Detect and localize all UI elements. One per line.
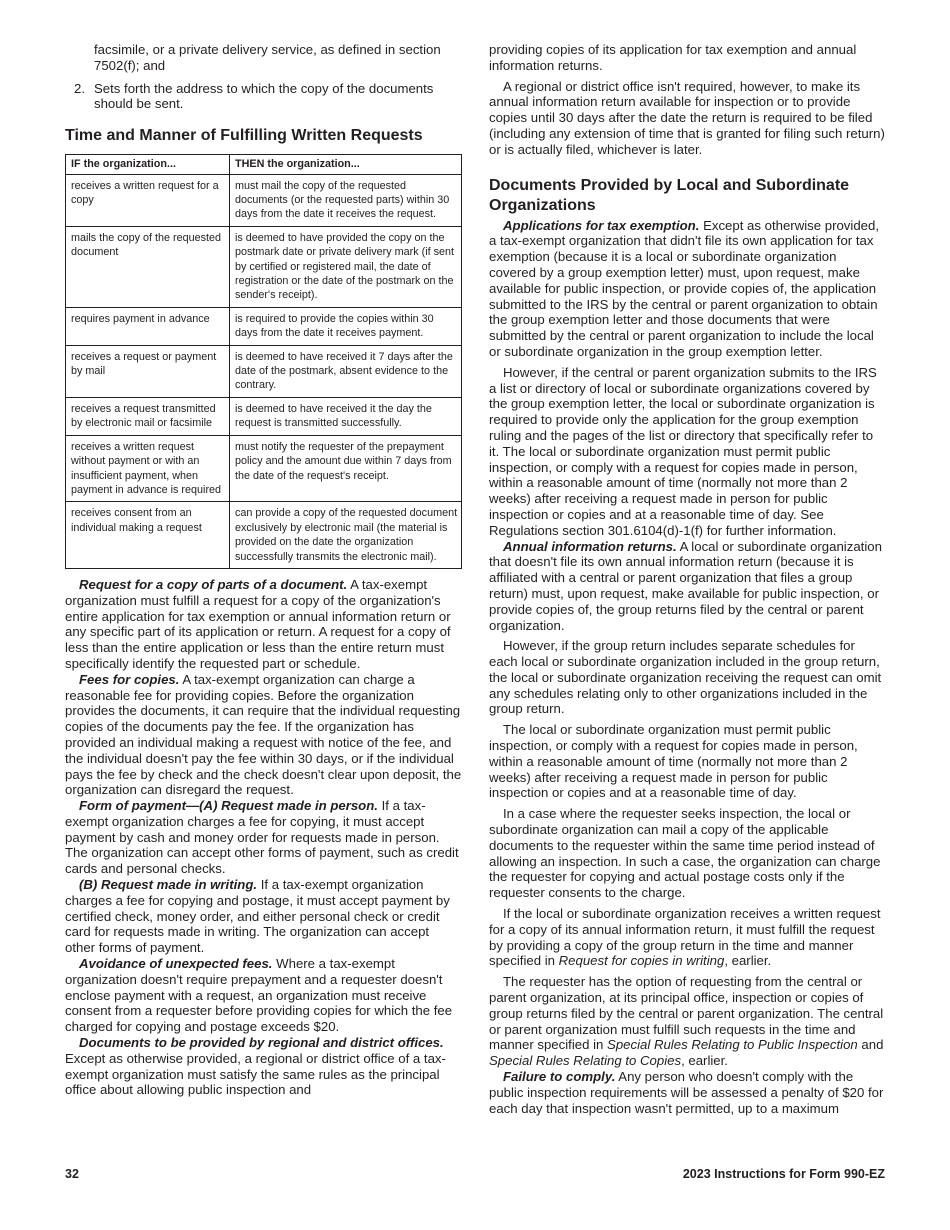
right-column bbox=[489, 42, 885, 1116]
table-row bbox=[66, 174, 462, 226]
list-number: 2. bbox=[74, 80, 85, 96]
table-cell-then: is deemed to have provided the copy on the postmark date or private delivery mark (if sent by certified or registered mail, the date of registration or the date of the postmark on the sender's receipt). bbox=[230, 226, 462, 307]
page-number: 32 bbox=[65, 1167, 79, 1181]
run-in-heading: Applications for tax exemption. bbox=[503, 217, 700, 233]
paragraph-mail-copy-instead: In a case where the requester seeks inspection, the local or subordinate organization can mail a copy of the applicable documents to the requester within the same time period instead of allowing an inspection. In such a case, the organization can charge the requester for copying and actual postage costs only if the requester consents to the charge. bbox=[489, 806, 881, 901]
run-in-heading: Request for a copy of parts of a document. bbox=[79, 576, 348, 592]
list-item-text: Sets forth the address to which the copy of the documents should be sent. bbox=[94, 80, 434, 112]
paragraph-separate-schedules: However, if the group return includes separate schedules for each local or subordinate organization included in the group return, the local or subordinate organization receiving the request can omit any schedules relating only to other organizations included in the group return. bbox=[489, 638, 882, 717]
table-cell-if: receives a written request without payment or with an insufficient payment, when payment in advance is required bbox=[66, 435, 230, 502]
footer-doc-title: 2023 Instructions for Form 990-EZ bbox=[682, 1167, 885, 1181]
run-in-heading: (B) Request made in writing. bbox=[79, 877, 258, 893]
run-in-heading: Form of payment—(A) Request made in person. bbox=[79, 798, 378, 814]
paragraph-regional-office-timing: A regional or district office isn't required, however, to make its annual information return available for inspection or to provide copies until 30 days after the date the return is required to be filed (including any extension of time that is granted for filing such return) or is actually filed, whichever is later. bbox=[489, 78, 885, 157]
requests-table bbox=[65, 154, 462, 569]
table-row bbox=[66, 226, 462, 307]
table-row bbox=[66, 502, 462, 569]
paragraph-text: Where a tax-exempt organization doesn't require prepayment and a requester doesn't enclose payment with a request, an organization must receive consent from a requester before providing copies for which the fee charged for copying and postage exceeds $20. bbox=[65, 956, 453, 1035]
table-cell-then: is deemed to have received it the day the request is transmitted successfully. bbox=[230, 397, 462, 435]
paragraph-text: , earlier. bbox=[681, 1053, 728, 1069]
table-cell-if: receives consent from an individual making a request bbox=[66, 502, 230, 569]
paragraph-permit-inspection: The local or subordinate organization must permit public inspection, or comply with a request for copies made in person, within a reasonable amount of time (normally not more than 2 weeks) after receiving a request made in person for public inspection or copies and at a reasonable time of day. bbox=[489, 722, 858, 801]
run-in-heading: Failure to comply. bbox=[503, 1069, 616, 1085]
section-heading-time-manner: Time and Manner of Fulfilling Written Requests bbox=[65, 127, 423, 145]
paragraph-text: Except as otherwise provided, a regional or district office of a tax-exempt organization must satisfy the same rules as the principal office about allowing public inspection and bbox=[65, 1050, 446, 1098]
paragraph-written-request bbox=[489, 906, 885, 969]
paragraph-text: A tax-exempt organization can charge a reasonable fee for providing copies. Before the organization provides the documents, it can require that the individual requesting copies of the documents pay the fee. If the organization has provided an individual making a request with notice of the fee, and the individual doesn't pay the fee within 30 days, or if the individual pays the fee by check and the check doesn't clear upon deposit, the organization can disregard the request. bbox=[65, 671, 462, 798]
paragraph-text: The requester has the option of requesting from the central or parent organization, at its principal office, inspection or copies of group returns filed by the central or parent organization. The central or parent organization must fulfill such requests in the time and manner specified in bbox=[489, 974, 884, 1053]
paragraph-fees-for-copies bbox=[65, 672, 462, 798]
run-in-heading: Documents to be provided by regional and district offices. bbox=[79, 1035, 444, 1051]
paragraph-text: Except as otherwise provided, a tax-exempt organization that didn't file its own application for tax exemption (because it is a local or subordinate organization covered by a group exemption letter) must, upon request, make available for public inspection, or provide copies of, the application submitted to the IRS by the central or parent organization to obtain the group exemption letter and those documents that were submitted by the central or parent organization to include the local or subordinate organization in the group exemption letter. bbox=[489, 217, 879, 359]
paragraph-form-of-payment-b bbox=[65, 877, 462, 956]
cross-reference: Special Rules Relating to Copies bbox=[489, 1053, 682, 1069]
table-header-then: THEN the organization... bbox=[230, 155, 462, 174]
left-column bbox=[65, 42, 462, 1098]
list-item-2 bbox=[65, 81, 462, 113]
table-row bbox=[66, 397, 462, 435]
table-row bbox=[66, 435, 462, 502]
paragraph-request-copy-parts bbox=[65, 577, 462, 672]
table-header-if: IF the organization... bbox=[66, 155, 230, 174]
table-row bbox=[66, 307, 462, 345]
table-cell-if: receives a written request for a copy bbox=[66, 174, 230, 226]
paragraph-applications-tax-exemption bbox=[489, 218, 885, 360]
section-heading-local-subordinate: Documents Provided by Local and Subordinate Organizations bbox=[489, 176, 850, 214]
paragraph-text: and bbox=[861, 1037, 884, 1053]
paragraph-avoidance-fees bbox=[65, 956, 462, 1035]
paragraph-text: If a tax-exempt organization charges a fee for copying, it must accept payment by cash and money order for requests made in person. The organization can accept other forms of payment, such as credit cards and personal checks. bbox=[65, 798, 459, 877]
cross-reference: Special Rules Relating to Public Inspection bbox=[607, 1037, 858, 1053]
paragraph-text: If a tax-exempt organization charges a fee for copying and postage, it must accept payment by certified check, money order, and either personal check or credit card for requests made in writing. The organization can accept other forms of payment. bbox=[65, 877, 450, 956]
table-row bbox=[66, 345, 462, 397]
paragraph-continuation: providing copies of its application for tax exemption and annual information returns. bbox=[489, 42, 857, 73]
paragraph-requester-option bbox=[489, 974, 885, 1069]
table-cell-then: is required to provide the copies within 30 days from the date it receives payment. bbox=[230, 307, 462, 345]
paragraph-text: A local or subordinate organization that doesn't file its own annual information return (because it is affiliated with a central or parent organization that files a group return) must, upon request, make available for public inspection, or provide copies of, the group returns filed by the central or parent organization. bbox=[489, 538, 882, 633]
paragraph-text: If the local or subordinate organization receives a written request for a copy of its annual information return, it must fulfill the request by providing a copy of the group return in the time and manner specified in bbox=[489, 906, 881, 969]
paragraph-text: , earlier. bbox=[724, 953, 772, 969]
paragraph-annual-information-returns bbox=[489, 539, 885, 634]
paragraph-failure-to-comply bbox=[489, 1069, 885, 1116]
table-cell-if: requires payment in advance bbox=[66, 307, 230, 345]
run-in-heading: Fees for copies. bbox=[79, 671, 180, 687]
paragraph-text: A tax-exempt organization must fulfill a request for a copy of the organization's entire application for tax exemption or annual information return or any specific part of its application or return. A request for a copy of less than the entire application or less than the entire return must specifically identify the requested part or schedule. bbox=[65, 576, 451, 671]
paragraph-form-of-payment-a bbox=[65, 798, 462, 877]
table-header-row bbox=[66, 155, 462, 174]
table-cell-then: must mail the copy of the requested documents (or the requested parts) within 30 days from the date it receives the request. bbox=[230, 174, 462, 226]
run-in-heading: Annual information returns. bbox=[503, 538, 677, 554]
run-in-heading: Avoidance of unexpected fees. bbox=[79, 956, 273, 972]
table-cell-then: is deemed to have received it 7 days after the date of the postmark, absent evidence to the contrary. bbox=[230, 345, 462, 397]
table-cell-then: can provide a copy of the requested document exclusively by electronic mail (the material is provided on the date the organization successfully transmits the electronic mail). bbox=[230, 502, 462, 569]
paragraph-regional-district-offices bbox=[65, 1035, 462, 1098]
table-cell-if: mails the copy of the requested document bbox=[66, 226, 230, 307]
paragraph-group-exemption-list: However, if the central or parent organization submits to the IRS a list or directory of local or subordinate organizations covered by the group exemption letter, the local or subordinate organization is required to provide only the application for the group exemption ruling and the pages of the list or directory that specifically refer to it. The local or subordinate organization must permit public inspection, or comply with a request for copies made in person, within a reasonable amount of time (normally not more than 2 weeks) after receiving a request made in person for public inspection or copies and at a reasonable time of day. See Regulations section 301.6104(d)-1(f) for further information. bbox=[489, 364, 877, 538]
paragraph-text: Any person who doesn't comply with the public inspection requirements will be assessed a penalty of $20 for each day that inspection wasn't permitted, up to a maximum bbox=[489, 1069, 884, 1116]
list-item-1-continuation: facsimile, or a private delivery service, as defined in section 7502(f); and bbox=[94, 42, 441, 73]
cross-reference: Request for copies in writing bbox=[558, 953, 725, 969]
table-cell-if: receives a request or payment by mail bbox=[66, 345, 230, 397]
table-cell-then: must notify the requester of the prepayment policy and the amount due within 7 days from the date of the request's receipt. bbox=[230, 435, 462, 502]
table-cell-if: receives a request transmitted by electronic mail or facsimile bbox=[66, 397, 230, 435]
